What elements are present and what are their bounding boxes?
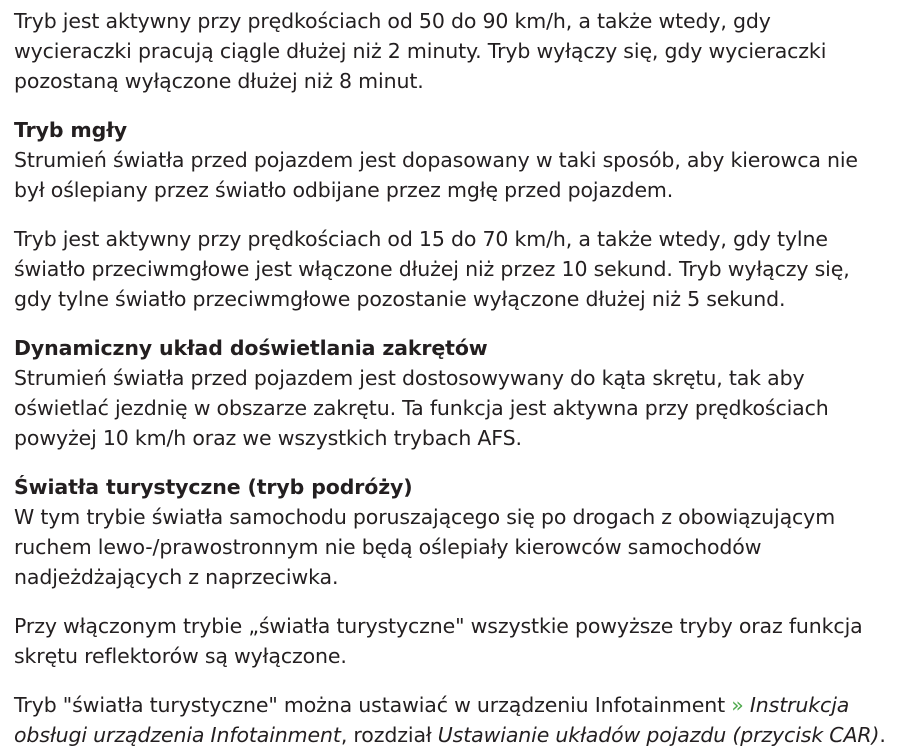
fog-paragraph-2: Tryb jest aktywny przy prędkościach od 15 do 70 km/h, a także wtedy, gdy tylne światło przeciwmgłowe jest włączone dłużej niż przez 10 sekund. Tryb wyłączy się, gdy tylne światło przeciwmgłowe pozostanie wyłączone dłużej niż 5 sekund. bbox=[14, 227, 850, 311]
cross-reference-arrow-icon: » bbox=[731, 693, 744, 717]
cross-reference-paragraph bbox=[14, 690, 890, 750]
cornering-paragraph: Strumień światła przed pojazdem jest dostosowywany do kąta skrętu, tak aby oświetlać jezdnię w obszarze zakrętu. Ta funkcja jest aktywna przy prędkościach powyżej 10 km/h oraz we wszystkich trybach AFS. bbox=[14, 366, 829, 450]
cross-reference-trailing-text: . bbox=[879, 723, 886, 747]
fog-paragraph-1: Strumień światła przed pojazdem jest dopasowany w taki sposób, aby kierowca nie był oślepiany przez światło odbijane przez mgłę przed pojazdem. bbox=[14, 148, 858, 202]
cross-reference-section-title: Ustawianie układów pojazdu (przycisk CAR) bbox=[437, 723, 880, 747]
intro-paragraph: Tryb jest aktywny przy prędkościach od 50 do 90 km/h, a także wtedy, gdy wycieraczki pracują ciągle dłużej niż 2 minuty. Tryb wyłączy się, gdy wycieraczki pozostaną wyłączone dłużej niż 8 minut. bbox=[14, 9, 827, 93]
cross-reference-manual-title: Instrukcja obsługi urządzenia Infotainment bbox=[14, 693, 850, 747]
cross-reference-middle-text: , rozdział bbox=[340, 723, 438, 747]
heading-fog-mode: Tryb mgły bbox=[14, 118, 127, 142]
heading-dynamic-cornering-light: Dynamiczny układ doświetlania zakrętów bbox=[14, 336, 488, 360]
touring-paragraph-2: Przy włączonym trybie „światła turystyczne" wszystkie powyższe tryby oraz funkcja skrętu reflektorów są wyłączone. bbox=[14, 614, 863, 668]
heading-touring-lights: Światła turystyczne (tryb podróży) bbox=[14, 475, 413, 499]
cross-reference-lead-text: Tryb "światła turystyczne" można ustawiać w urządzeniu Infotainment bbox=[14, 693, 732, 717]
touring-paragraph-1: W tym trybie światła samochodu poruszającego się po drogach z obowiązującym ruchem lewo-/prawostronnym nie będą oślepiały kierowców samochodów nadjeżdżających z naprzeciwka. bbox=[14, 505, 836, 589]
